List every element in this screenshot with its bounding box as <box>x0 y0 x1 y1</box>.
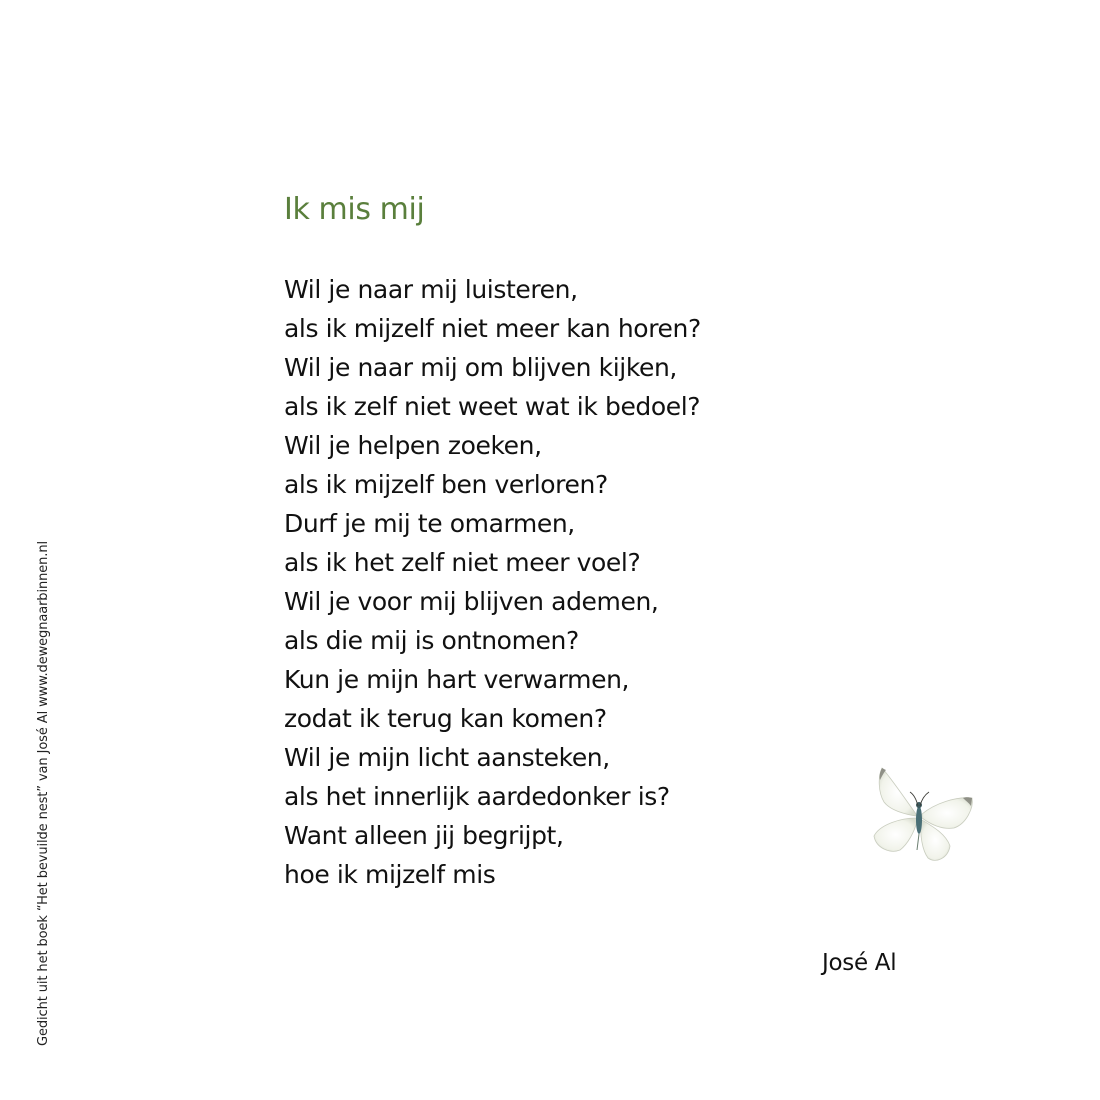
poem-line: als die mij is ontnomen? <box>284 626 579 655</box>
poem-line: als ik mijzelf niet meer kan horen? <box>284 314 701 343</box>
poem-line: als ik het zelf niet meer voel? <box>284 548 641 577</box>
poem-line: als het innerlijk aardedonker is? <box>284 782 670 811</box>
poem-line: Wil je naar mij luisteren, <box>284 275 578 304</box>
butterfly-icon <box>866 762 978 866</box>
poem-body <box>284 270 701 894</box>
poem-line: hoe ik mijzelf mis <box>284 860 496 889</box>
poem-line: Want alleen jij begrijpt, <box>284 821 564 850</box>
poem-line: Durf je mij te omarmen, <box>284 509 575 538</box>
poem-line: zodat ik terug kan komen? <box>284 704 607 733</box>
poem-line: als ik zelf niet weet wat ik bedoel? <box>284 392 701 421</box>
author-signature: José Al <box>822 950 897 976</box>
side-credit: Gedicht uit het boek “Het bevuilde nest” van José Al www.dewegnaarbinnen.nl <box>36 541 51 1046</box>
poem-line: als ik mijzelf ben verloren? <box>284 470 608 499</box>
poem-line: Wil je mijn licht aansteken, <box>284 743 610 772</box>
poem-title: Ik mis mij <box>284 192 425 227</box>
poem-line: Kun je mijn hart verwarmen, <box>284 665 630 694</box>
poem-line: Wil je helpen zoeken, <box>284 431 542 460</box>
poem-line: Wil je voor mij blijven ademen, <box>284 587 659 616</box>
poem-line: Wil je naar mij om blijven kijken, <box>284 353 677 382</box>
